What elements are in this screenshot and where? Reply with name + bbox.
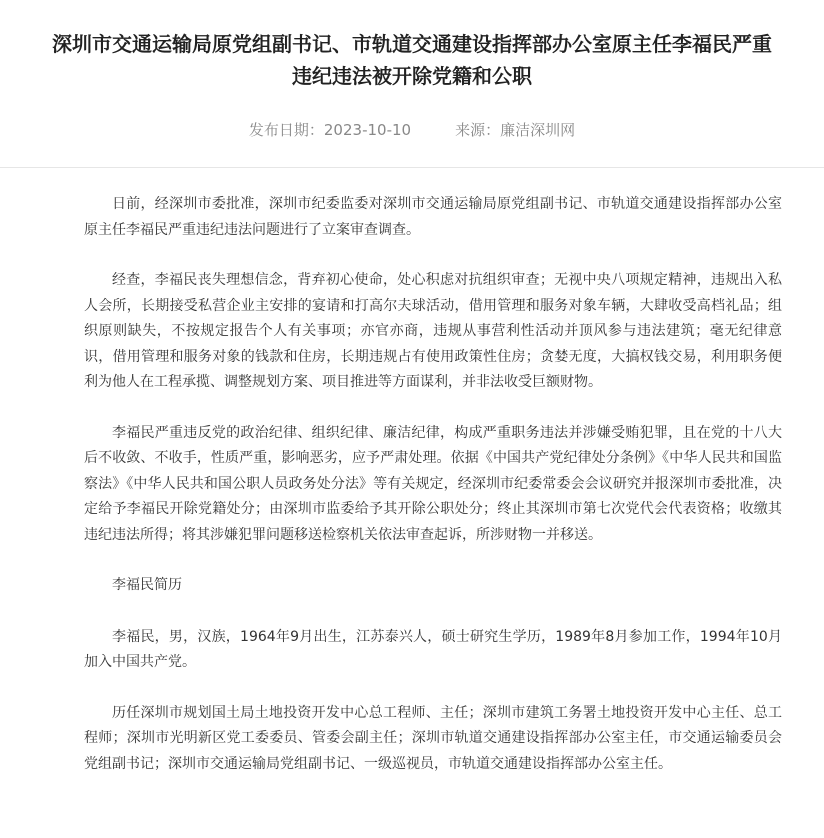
article-meta (0, 119, 824, 141)
article-body (0, 168, 824, 777)
paragraph-decision: 李福民严重违反党的政治纪律、组织纪律、廉洁纪律，构成严重职务违法并涉嫌受贿犯罪，且在党的十八大后不收敛、不收手，性质严重，影响恶劣，应予严肃处理。依据《中国共产党纪律处分条例》《中华人民共和国监察法》《中华人民共和国公职人员政务处分法》等有关规定，经深圳市纪委常委会会议研究并报深圳市委批准，决定给予李福民开除党籍处分；由深圳市监委给予其开除公职处分；终止其深圳市第七次党代会代表资格；收缴其违纪违法所得；将其涉嫌犯罪问题移送检察机关依法审查起诉，所涉财物一并移送。 (84, 424, 782, 543)
paragraph-findings: 经查，李福民丧失理想信念，背弃初心使命，处心积虑对抗组织审查；无视中央八项规定精神，违规出入私人会所，长期接受私营企业主安排的宴请和打高尔夫球活动，借用管理和服务对象车辆，大肆收受高档礼品；组织原则缺失，不按规定报告个人有关事项；亦官亦商，违规从事营利性活动并顶风参与违法建筑；毫无纪律意识，借用管理和服务对象的钱款和住房，长期违规占有使用政策性住房；贪婪无度，大搞权钱交易，利用职务便利为他人在工程承揽、调整规划方案、项目推进等方面谋利，并非法收受巨额财物。 (84, 272, 782, 390)
paragraph-intro: 日前，经深圳市委批准，深圳市纪委监委对深圳市交通运输局原党组副书记、市轨道交通建设指挥部办公室原主任李福民严重违纪违法问题进行了立案审查调查。 (84, 196, 782, 238)
article-title: 深圳市交通运输局原党组副书记、市轨道交通建设指挥部办公室原主任李福民严重违纪违法被开除党籍和公职 (52, 32, 772, 88)
paragraph-profile: 李福民，男，汉族，1964年9月出生，江苏泰兴人，硕士研究生学历，1989年8月参加工作，1994年10月加入中国共产党。 (84, 628, 782, 670)
source-name: 廉洁深圳网 (500, 121, 576, 139)
resume-heading: 李福民简历 (112, 577, 182, 593)
source-label: 来源： (455, 121, 501, 139)
publish-date-label: 发布日期： (248, 121, 324, 139)
publish-date: 2023-10-10 (323, 121, 412, 139)
paragraph-career: 历任深圳市规划国土局土地投资开发中心总工程师、主任；深圳市建筑工务署土地投资开发中心主任、总工程师；深圳市光明新区党工委委员、管委会副主任；深圳市轨道交通建设指挥部办公室主任，市交通运输委员会党组副书记；深圳市交通运输局党组副书记、一级巡视员，市轨道交通建设指挥部办公室主任。 (84, 704, 782, 772)
